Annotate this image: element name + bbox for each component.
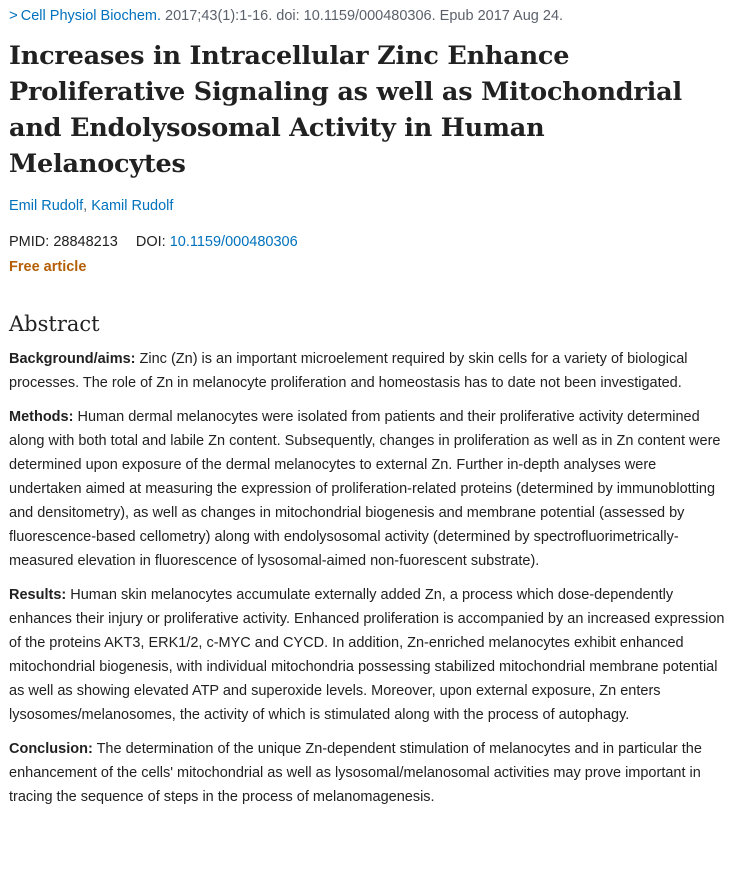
section-label: Methods:	[9, 409, 74, 425]
section-text: Zinc (Zn) is an important microelement required by skin cells for a variety of biological processes. The role of Zn in melanocyte proliferation and homeostasis has to date not been investigated.	[9, 351, 688, 391]
author-link[interactable]: Kamil Rudolf	[91, 198, 174, 214]
section-text: The determination of the unique Zn-dependent stimulation of melanocytes and in particular the enhancement of the cells' mitochondrial as well as lysosomal/melanosomal activities may prove important in tracing the sequence of steps in the process of melanomagenesis.	[9, 741, 702, 805]
pmid-label: PMID:	[9, 234, 50, 250]
article-title: Increases in Intracellular Zinc Enhance Proliferative Signaling as well as Mitochondrial and Endolysosomal Activity in Human Melanocytes	[9, 41, 682, 179]
author-link[interactable]: Emil Rudolf	[9, 198, 84, 214]
section-text: Human skin melanocytes accumulate externally added Zn, a process which dose-dependently enhances their injury or proliferative activity. Enhanced proliferation is accompanied by an increased expression of the proteins AKT3, ERK1/2, c-MYC and CYCD. In addition, Zn-enriched melanocytes exhibit enhanced mitochondrial biogenesis, with individual mitochondria possessing stabilized mitochondrial membrane potential as well as showing elevated ATP and superoxide levels. Moreover, upon external exposure, Zn enters lysosomes/melanosomes, the activity of which is stimulated along with the process of autophagy.	[9, 587, 725, 723]
author-list: Emil Rudolf, Kamil Rudolf	[9, 198, 174, 214]
citation-line	[9, 6, 728, 26]
section-label: Results:	[9, 587, 67, 603]
identifiers	[9, 231, 728, 253]
doi-link[interactable]: 10.1159/000480306	[169, 234, 298, 250]
pmid-value: 28848213	[53, 234, 118, 250]
citation-details: 2017;43(1):1-16. doi: 10.1159/000480306. Epub 2017 Aug 24.	[165, 8, 564, 24]
section-label: Conclusion:	[9, 741, 93, 757]
abstract-results	[9, 583, 728, 727]
abstract-background	[9, 347, 728, 395]
free-article-badge: Free article	[9, 259, 87, 275]
abstract-heading: Abstract	[9, 312, 100, 336]
doi-label: DOI:	[135, 234, 166, 250]
section-label: Background/aims:	[9, 351, 136, 367]
journal-link[interactable]: Cell Physiol Biochem.	[20, 8, 161, 24]
article-page	[0, 6, 737, 809]
section-text: Human dermal melanocytes were isolated from patients and their proliferative activity determined along with both total and labile Zn content. Subsequently, changes in proliferation as well as in Zn content were determined upon exposure of the dermal melanocytes to external Zn. Further in-depth analyses were undertaken aimed at measuring the expression of proliferation-related proteins (determined by immunoblotting and densitometry), as well as changes in mitochondrial biogenesis and membrane potential (assessed by fluorescence-based cellometry) along with endolysosomal activity (determined by spectrofluorimetrically-measured elevation in fluorescence of lysosomal-aimed non-fuorescent substrate).	[9, 409, 721, 569]
abstract-methods	[9, 405, 728, 573]
abstract-conclusion	[9, 737, 728, 809]
chevron-right-icon[interactable]: >	[9, 7, 18, 24]
